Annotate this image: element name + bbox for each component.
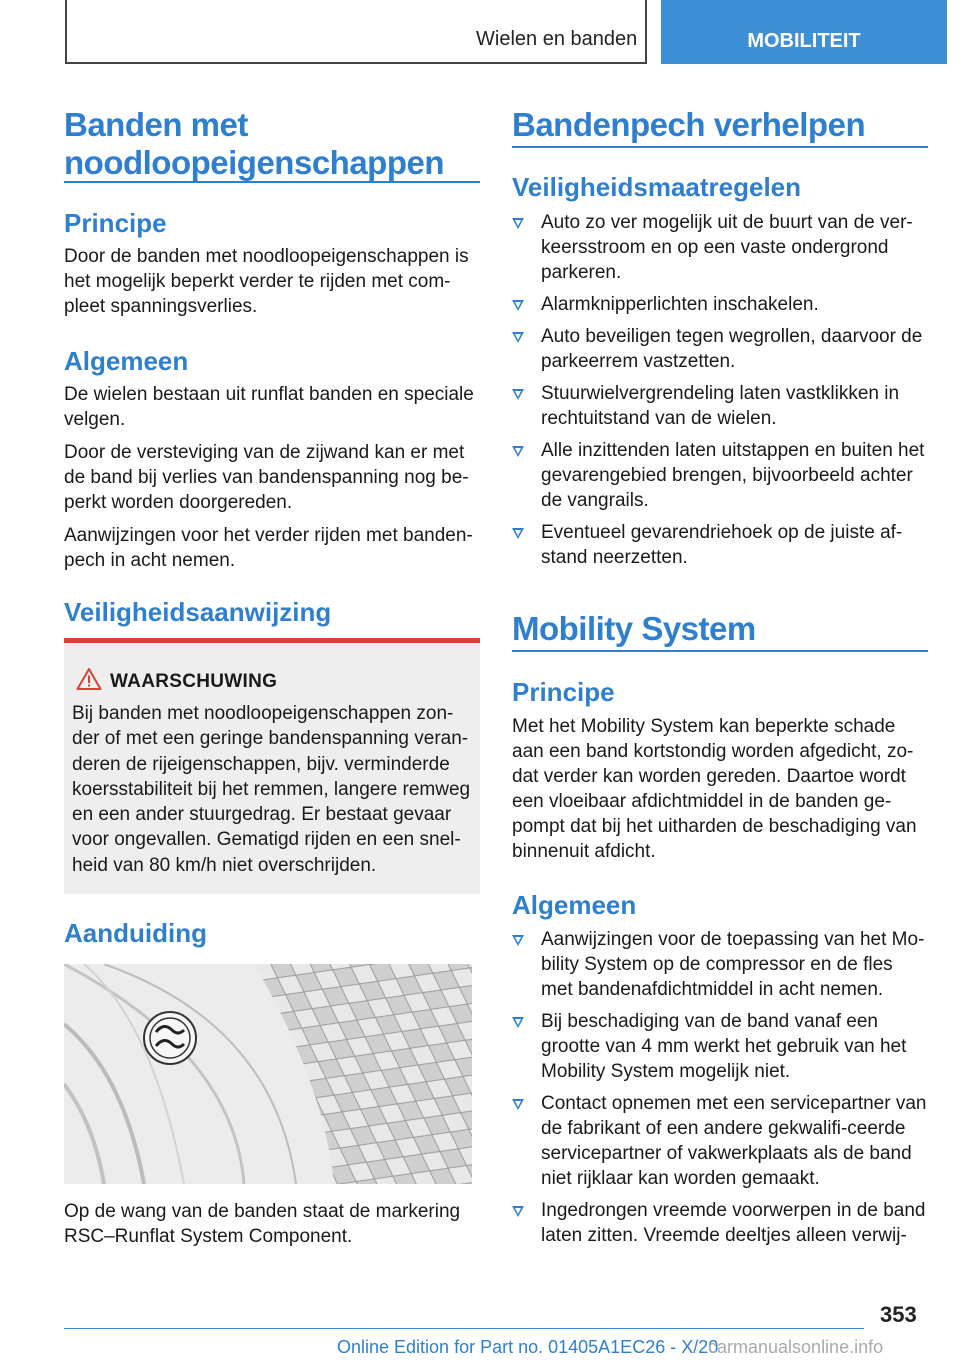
triangle-bullet-icon: [512, 935, 524, 946]
header-section-title: Wielen en banden: [476, 28, 638, 50]
algemeen-list: [512, 927, 928, 1248]
tire-illustration: [64, 964, 472, 1184]
page-title-left: Banden met noodloopeigenschappen: [64, 106, 445, 181]
page-number: 353: [880, 1302, 917, 1327]
warning-text: Bij banden met noodloopeigenschappen zon-der of met een geringe bandenspanning veran-deren de rijeigenschappen, bijv. verminderde koersstabiliteit bij het remmen, langere remweg en een ander stuurgedrag. Er bestaat gevaar voor ongevallen. Gematigd rijden en een snel-heid van 80 km/h niet overschrijden.: [72, 703, 471, 876]
principe-text-left: Door de banden met noodloopeigenschappen is het mogelijk beperkt verder te rijden met com-pleet spanningsverlies.: [64, 246, 469, 317]
title-rule-left: [64, 181, 480, 183]
heading-mobility-system: Mobility System: [512, 610, 756, 647]
list-item: Alle inzittenden laten uitstappen en buiten het gevarengebied brengen, bijvoorbeeld achter de vangrails.: [512, 438, 928, 513]
triangle-bullet-icon: [512, 1206, 524, 1217]
algemeen-paragraph-2: Door de versteviging van de zijwand kan er met de band bij verlies van bandenspanning nog be-perkt worden doorgereden.: [64, 442, 469, 513]
algemeen-paragraph-3: Aanwijzingen voor het verder rijden met banden-pech in acht nemen.: [64, 525, 473, 571]
triangle-bullet-icon: [512, 1099, 524, 1110]
warning-triangle-icon: [76, 667, 102, 691]
list-item: Eventueel gevarendriehoek op de juiste af-stand neerzetten.: [512, 520, 928, 570]
watermark: carmanualsonline.info: [708, 1337, 884, 1357]
list-item: Auto zo ver mogelijk uit de buurt van de ver-keersstroom en op een vaste ondergrond parkeren.: [512, 210, 928, 285]
warning-title: WAARSCHUWING: [110, 671, 278, 692]
triangle-bullet-icon: [512, 389, 524, 400]
tire-caption: Op de wang van de banden staat de markering RSC–Runflat System Component.: [64, 1201, 461, 1247]
footer-edition: Online Edition for Part no. 01405A1EC26 - X/20: [337, 1337, 719, 1357]
page-title-right: Bandenpech verhelpen: [512, 106, 866, 143]
list-item: Contact opnemen met een servicepartner van de fabrikant of een andere gekwalifi-ceerde servicepartner of vakwerkplaats als de band niet rijklaar kan worden gemaakt.: [512, 1091, 928, 1191]
footer-rule: [64, 1328, 864, 1329]
title-rule-right: [512, 146, 928, 148]
principe-text-right: Met het Mobility System kan beperkte schade aan een band kortstondig worden afgedicht, zo-dat verder kan worden gereden. Daartoe wordt een vloeibaar afdichtmiddel in de banden ge-pompt dat bij het uitharden de beschadiging van binnenuit afdicht.: [512, 716, 917, 862]
heading-algemeen-left: Algemeen: [64, 346, 189, 376]
list-item: Aanwijzingen voor de toepassing van het Mo-bility System op de compressor en de fles met bandenafdichtmiddel in acht nemen.: [512, 927, 928, 1002]
tire-rsc-marking-image: [64, 964, 472, 1184]
list-item: Bij beschadiging van de band vanaf een grootte van 4 mm werkt het gebruik van het Mobility System mogelijk niet.: [512, 1009, 928, 1084]
mobility-rule: [512, 650, 928, 652]
triangle-bullet-icon: [512, 446, 524, 457]
triangle-bullet-icon: [512, 300, 524, 311]
warning-box: [64, 638, 480, 894]
heading-algemeen-right: Algemeen: [512, 890, 637, 920]
heading-aanduiding: Aanduiding: [64, 918, 207, 948]
heading-principe-left: Principe: [64, 208, 167, 238]
triangle-bullet-icon: [512, 218, 524, 229]
list-item: Alarmknipperlichten inschakelen.: [512, 292, 928, 317]
heading-veiligheidsaanwijzing: Veiligheidsaanwijzing: [64, 597, 332, 627]
algemeen-paragraph-1: De wielen bestaan uit runflat banden en speciale velgen.: [64, 384, 474, 430]
header-tab-mobiliteit[interactable]: MOBILITEIT: [661, 0, 947, 64]
triangle-bullet-icon: [512, 332, 524, 343]
heading-principe-right: Principe: [512, 677, 615, 707]
list-item: Ingedrongen vreemde voorwerpen in de band laten zitten. Vreemde deeltjes alleen verwij-: [512, 1198, 928, 1248]
measures-list: [512, 210, 928, 570]
heading-veiligheidsmaatregelen: Veiligheidsmaatregelen: [512, 172, 802, 202]
triangle-bullet-icon: [512, 528, 524, 539]
triangle-bullet-icon: [512, 1017, 524, 1028]
list-item: Stuurwielvergrendeling laten vastklikken in rechtuitstand van de wielen.: [512, 381, 928, 431]
list-item: Auto beveiligen tegen wegrollen, daarvoor de parkeerrem vastzetten.: [512, 324, 928, 374]
